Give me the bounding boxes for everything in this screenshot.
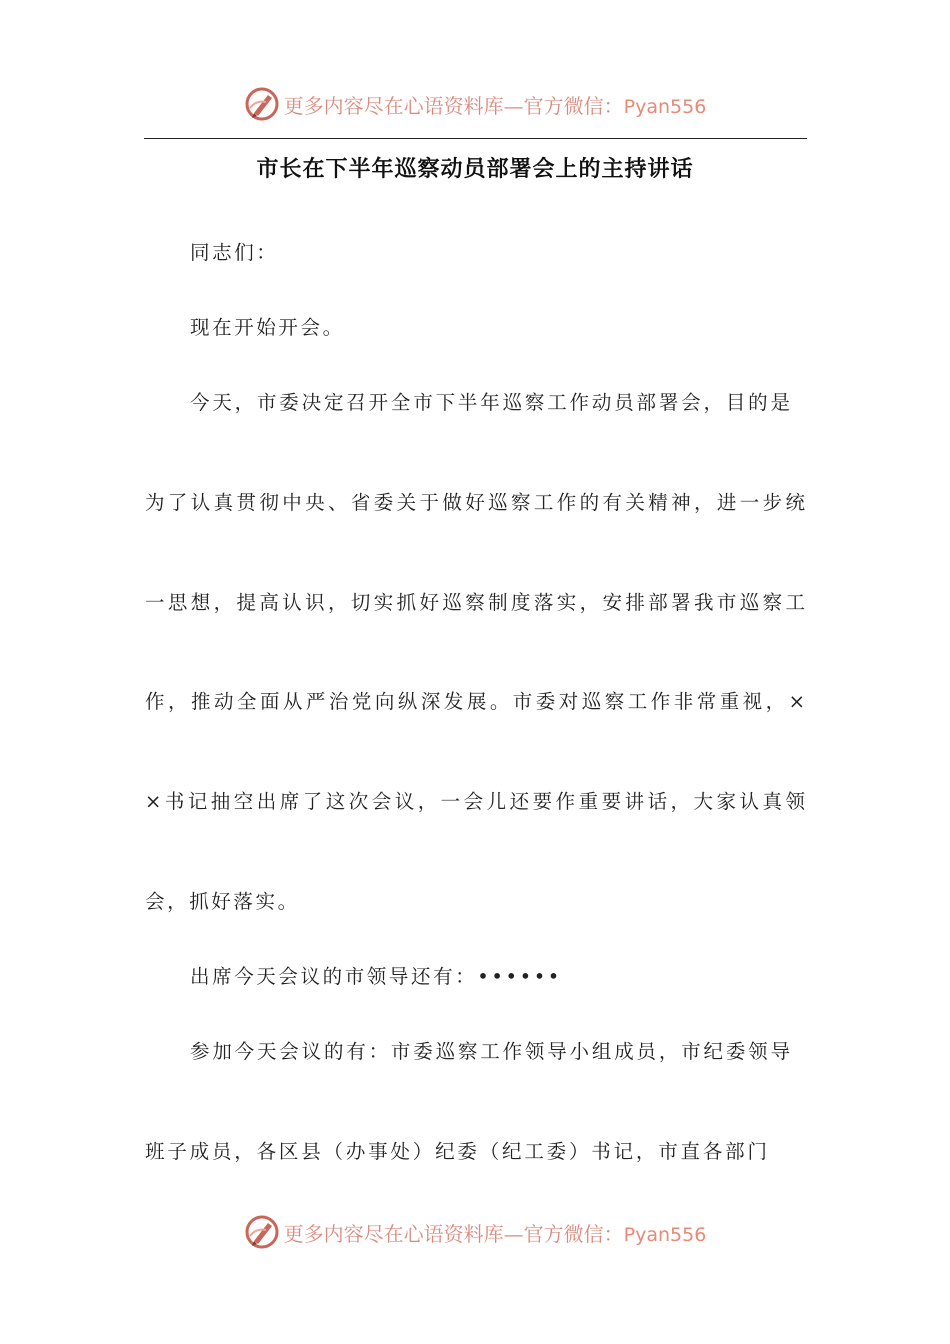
header-watermark-contact: Pyan556 bbox=[623, 95, 707, 118]
body-line-6: 作，推动全面从严治党向纵深发展。市委对巡察工作非常重视，× bbox=[145, 690, 805, 713]
pen-logo-icon bbox=[244, 86, 280, 122]
body-line-7: ×书记抽空出席了这次会议，一会儿还要作重要讲话，大家认真领 bbox=[145, 790, 805, 813]
body-line-9: 出席今天会议的市领导还有：•••••• bbox=[190, 965, 562, 988]
body-line-5: 一思想，提高认识，切实抓好巡察制度落实，安排部署我市巡察工 bbox=[145, 591, 805, 614]
header-watermark bbox=[0, 82, 950, 126]
footer-watermark bbox=[0, 1210, 950, 1254]
body-line-2: 现在开始开会。 bbox=[190, 316, 345, 339]
footer-watermark-text: 更多内容尽在心语资料库—官方微信： bbox=[283, 1221, 624, 1246]
header-watermark-text: 更多内容尽在心语资料库—官方微信： bbox=[283, 93, 624, 118]
body-line-11: 班子成员，各区县（办事处）纪委（纪工委）书记，市直各部门 bbox=[145, 1140, 767, 1163]
pen-logo-icon bbox=[244, 1214, 280, 1250]
body-line-4: 为了认真贯彻中央、省委关于做好巡察工作的有关精神，进一步统 bbox=[145, 491, 805, 514]
body-line-8: 会，抓好落实。 bbox=[145, 890, 300, 913]
header-divider bbox=[144, 138, 807, 139]
body-line-10: 参加今天会议的有：市委巡察工作领导小组成员，市纪委领导 bbox=[190, 1040, 790, 1063]
footer-watermark-contact: Pyan556 bbox=[623, 1223, 707, 1246]
body-line-3: 今天，市委决定召开全市下半年巡察工作动员部署会，目的是 bbox=[190, 391, 790, 414]
body-line-1: 同志们： bbox=[190, 241, 279, 264]
document-title: 市长在下半年巡察动员部署会上的主持讲话 bbox=[256, 157, 694, 182]
